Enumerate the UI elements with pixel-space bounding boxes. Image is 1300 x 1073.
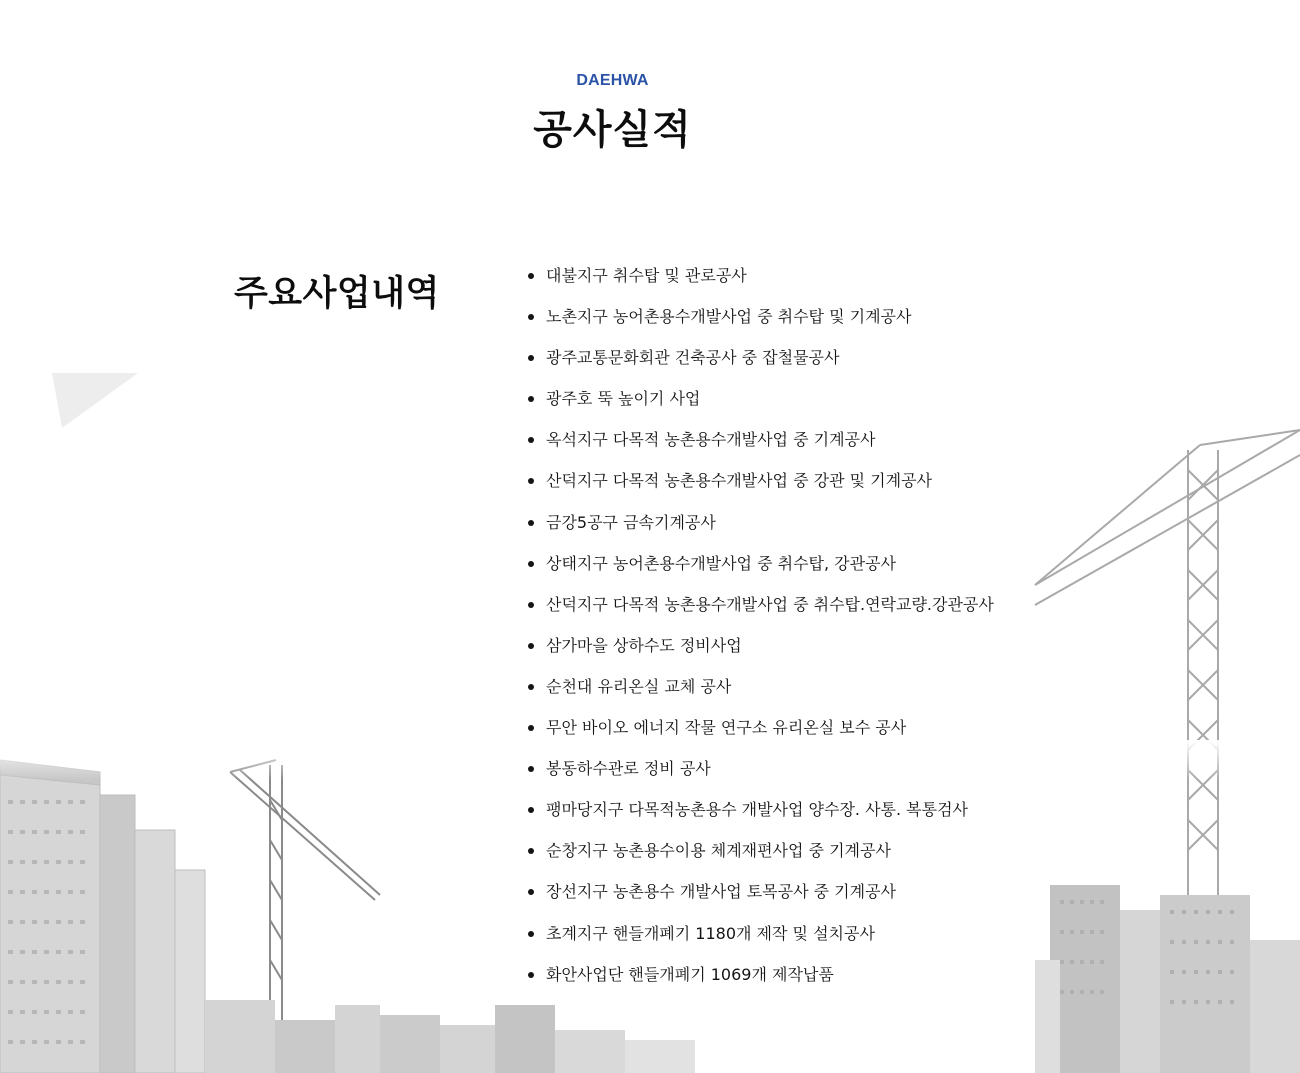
bullet-icon xyxy=(528,437,534,443)
list-item xyxy=(528,386,1048,427)
bullet-icon xyxy=(528,972,534,978)
list-item xyxy=(528,921,1048,962)
list-item xyxy=(528,510,1048,551)
project-label: 무안 바이오 에너지 작물 연구소 유리온실 보수 공사 xyxy=(546,718,907,738)
brand-label: DAEHWA xyxy=(576,72,649,89)
list-item xyxy=(528,715,1048,756)
bullet-icon xyxy=(528,520,534,526)
project-label: 순천대 유리온실 교체 공사 xyxy=(546,676,732,696)
bullet-icon xyxy=(528,273,534,279)
project-label: 광주호 뚝 높이기 사업 xyxy=(546,389,701,409)
project-label: 장선지구 농촌용수 개발사업 토목공사 중 기계공사 xyxy=(546,882,897,902)
project-label: 삼가마을 상하수도 정비사업 xyxy=(546,635,742,655)
page-title: 공사실적 xyxy=(533,107,692,153)
list-item xyxy=(528,592,1048,633)
bullet-icon xyxy=(528,931,534,937)
bullet-icon xyxy=(528,396,534,402)
bullet-icon xyxy=(528,889,534,895)
list-item xyxy=(528,962,1048,1003)
bullet-icon xyxy=(528,684,534,690)
list-item xyxy=(528,633,1048,674)
bullet-icon xyxy=(528,807,534,813)
list-item xyxy=(528,674,1048,715)
project-label: 팽마당지구 다목적농촌용수 개발사업 양수장. 사통. 복통검사 xyxy=(546,800,969,820)
project-label: 초계지구 핸들개폐기 1180개 제작 및 설치공사 xyxy=(546,923,875,943)
list-item xyxy=(528,427,1048,468)
project-label: 금강5공구 금속기계공사 xyxy=(546,512,716,532)
project-label: 산덕지구 다목적 농촌용수개발사업 중 취수탑.연락교량.강관공사 xyxy=(546,594,994,614)
bullet-icon xyxy=(528,848,534,854)
bullet-icon xyxy=(528,725,534,731)
list-item xyxy=(528,345,1048,386)
section-title: 주요사업내역 xyxy=(234,274,440,314)
project-label: 옥석지구 다목적 농촌용수개발사업 중 기계공사 xyxy=(546,430,876,450)
bullet-icon xyxy=(528,561,534,567)
list-item xyxy=(528,797,1048,838)
project-label: 순창지구 농촌용수이용 체계재편사업 중 기계공사 xyxy=(546,841,891,861)
list-item xyxy=(528,551,1048,592)
project-label: 봉동하수관로 정비 공사 xyxy=(546,759,711,779)
bullet-icon xyxy=(528,766,534,772)
project-label: 광주교통문화회관 건축공사 중 잡철물공사 xyxy=(546,348,840,368)
bullet-icon xyxy=(528,355,534,361)
project-list xyxy=(528,263,1048,1003)
project-label: 화안사업단 핸들개폐기 1069개 제작납품 xyxy=(546,964,834,984)
page-header xyxy=(0,72,1225,155)
project-label: 대불지구 취수탑 및 관로공사 xyxy=(546,266,747,285)
bullet-icon xyxy=(528,602,534,608)
list-item xyxy=(528,263,1048,304)
bullet-icon xyxy=(528,314,534,320)
list-item xyxy=(528,756,1048,797)
project-label: 산덕지구 다목적 농촌용수개발사업 중 강관 및 기계공사 xyxy=(546,471,933,491)
bullet-icon xyxy=(528,643,534,649)
project-label: 상태지구 농어촌용수개발사업 중 취수탑, 강관공사 xyxy=(546,553,897,573)
list-item xyxy=(528,838,1048,879)
project-label: 노촌지구 농어촌용수개발사업 중 취수탑 및 기계공사 xyxy=(546,307,912,327)
list-item xyxy=(528,468,1048,509)
list-item xyxy=(528,304,1048,345)
list-item xyxy=(528,879,1048,920)
bullet-icon xyxy=(528,478,534,484)
